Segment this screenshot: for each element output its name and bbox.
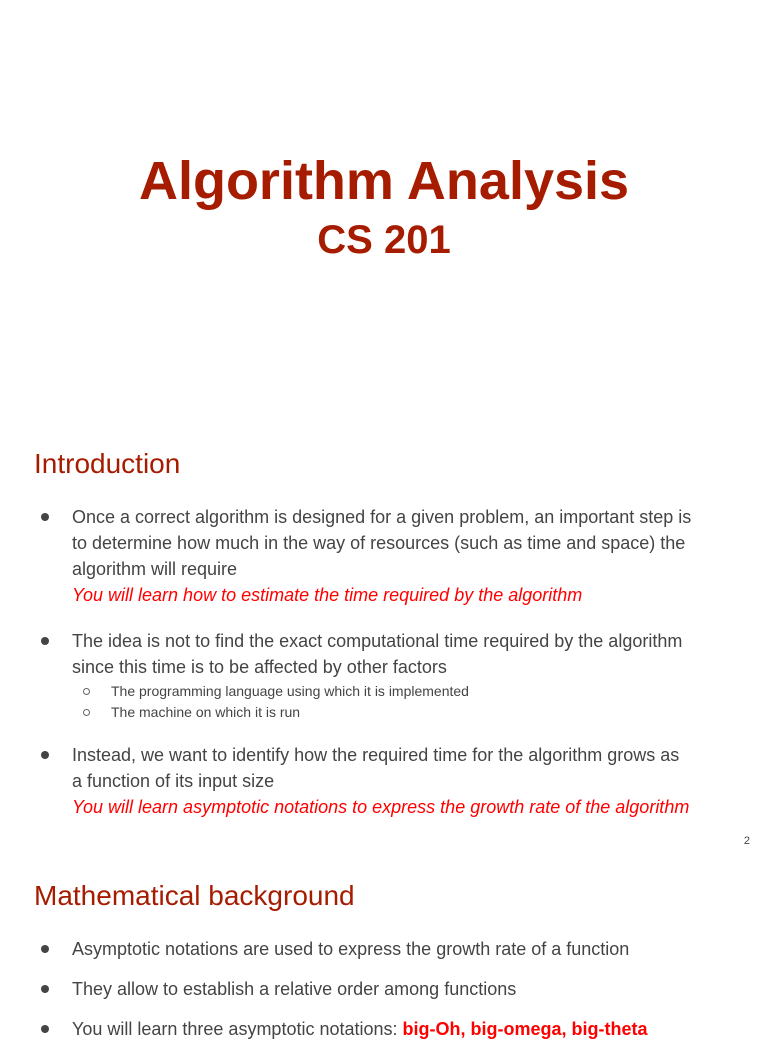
bullet-dot-icon [41,513,49,521]
bullet-line: algorithm will require [72,559,238,579]
bullet-line: since this time is to be affected by other factors [72,657,447,677]
slide-heading: Mathematical background [34,880,355,911]
bullet-line: The idea is not to find the exact computational time required by the algorithm [72,631,683,651]
page-number: 2 [743,835,750,847]
bullet-text [72,976,737,1002]
emphasis-note: You will learn asymptotic notations to express the growth rate of the algorithm [72,797,690,817]
bullet-dot-icon [41,1025,49,1033]
bullet-line: Asymptotic notations are used to express the growth rate of a function [72,939,630,959]
bullet-text [72,1016,737,1042]
sub-bullet-text: The machine on which it is run [111,704,301,720]
bullet-dot-icon [41,985,49,993]
hollow-bullet-icon [83,688,90,695]
bullet-dot-icon [41,751,49,759]
bullet-dot-icon [41,637,49,645]
bullet-text [72,742,737,820]
bullet-line: Instead, we want to identify how the required time for the algorithm grows as [72,745,680,765]
slide-heading: Introduction [34,448,181,479]
emphasis-note: You will learn how to estimate the time required by the algorithm [72,585,583,605]
hollow-bullet-icon [83,709,90,716]
sub-list-item [0,681,768,701]
bullet-dot-icon [41,945,49,953]
bullet-line: to determine how much in the way of resources (such as time and space) the [72,533,686,553]
bullet-text [72,936,737,962]
title-slide [0,0,768,432]
bullet-line: They allow to establish a relative order among functions [72,979,517,999]
bullet-line: a function of its input size [72,771,275,791]
sub-bullet-text: The programming language using which it is implemented [111,683,469,699]
bullet-text [72,504,737,608]
slide-title: Algorithm Analysis [138,151,630,211]
bullet-text [72,628,737,680]
introduction-slide [0,432,768,864]
bullet-line: You will learn three asymptotic notations: [72,1019,398,1039]
emphasis-note: big-Oh, big-omega, big-theta [402,1019,648,1039]
bullet-line: Once a correct algorithm is designed for a given problem, an important step is [72,507,692,527]
math-background-slide [0,864,768,1039]
sub-list-item [0,702,768,722]
slide-subtitle: CS 201 [317,218,451,262]
